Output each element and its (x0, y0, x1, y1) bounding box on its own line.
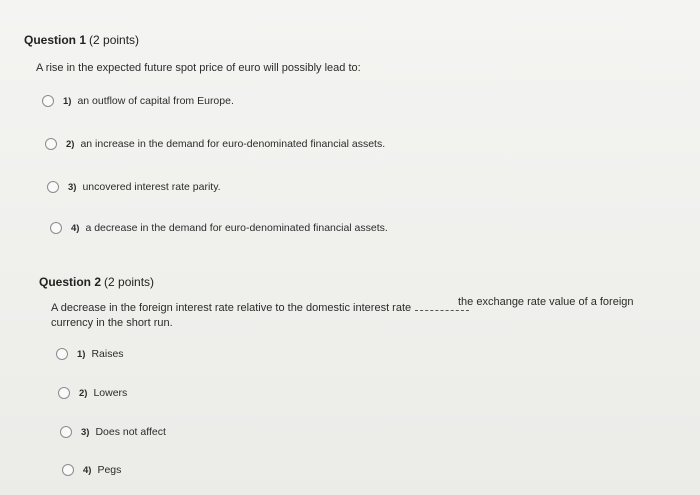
option-number: 3) (81, 426, 90, 438)
question-1-option-3[interactable] (47, 181, 221, 193)
question-2-title (39, 275, 154, 289)
option-label: a decrease in the demand for euro-denominated financial assets. (85, 222, 388, 234)
question-1-option-2[interactable] (45, 138, 385, 150)
question-2-prompt-line-2: currency in the short run. (51, 317, 173, 329)
option-number: 4) (71, 222, 80, 234)
question-2-points: (2 points) (104, 275, 155, 289)
radio-button[interactable] (47, 181, 59, 193)
option-label: Raises (91, 348, 124, 360)
option-number: 2) (66, 138, 75, 150)
question-1-title (24, 33, 139, 47)
option-label: Lowers (93, 387, 128, 399)
option-number: 2) (79, 387, 88, 399)
radio-button[interactable] (42, 95, 54, 107)
option-label: an outflow of capital from Europe. (77, 95, 234, 107)
option-number: 3) (68, 181, 77, 193)
question-2-prompt-part-1: A decrease in the foreign interest rate relative to the domestic interest rate (51, 302, 412, 314)
radio-button[interactable] (50, 222, 62, 234)
question-1-option-4[interactable] (50, 222, 388, 234)
question-1-prompt: A rise in the expected future spot price of euro will possibly lead to: (36, 62, 361, 74)
option-label: an increase in the demand for euro-denominated financial assets. (80, 138, 386, 150)
radio-button[interactable] (56, 348, 68, 360)
question-2-option-2[interactable] (58, 387, 127, 399)
option-label: Does not affect (95, 426, 166, 438)
question-1-label: Question 1 (24, 33, 87, 47)
option-label: Pegs (97, 464, 122, 476)
question-2-prompt-line-1 (51, 301, 473, 314)
option-number: 4) (83, 464, 92, 476)
radio-button[interactable] (60, 426, 72, 438)
radio-button[interactable] (62, 464, 74, 476)
question-1-option-1[interactable] (42, 95, 234, 107)
question-2-option-1[interactable] (56, 348, 124, 360)
question-2-prompt-part-2: the exchange rate value of a foreign (458, 296, 634, 308)
question-2-option-3[interactable] (60, 426, 166, 438)
option-number: 1) (77, 348, 86, 360)
option-label: uncovered interest rate parity. (82, 181, 221, 193)
option-number: 1) (63, 95, 72, 107)
question-1-points: (2 points) (89, 33, 140, 47)
radio-button[interactable] (58, 387, 70, 399)
radio-button[interactable] (45, 138, 57, 150)
question-2-label: Question 2 (39, 275, 102, 289)
question-2-option-4[interactable] (62, 464, 121, 476)
